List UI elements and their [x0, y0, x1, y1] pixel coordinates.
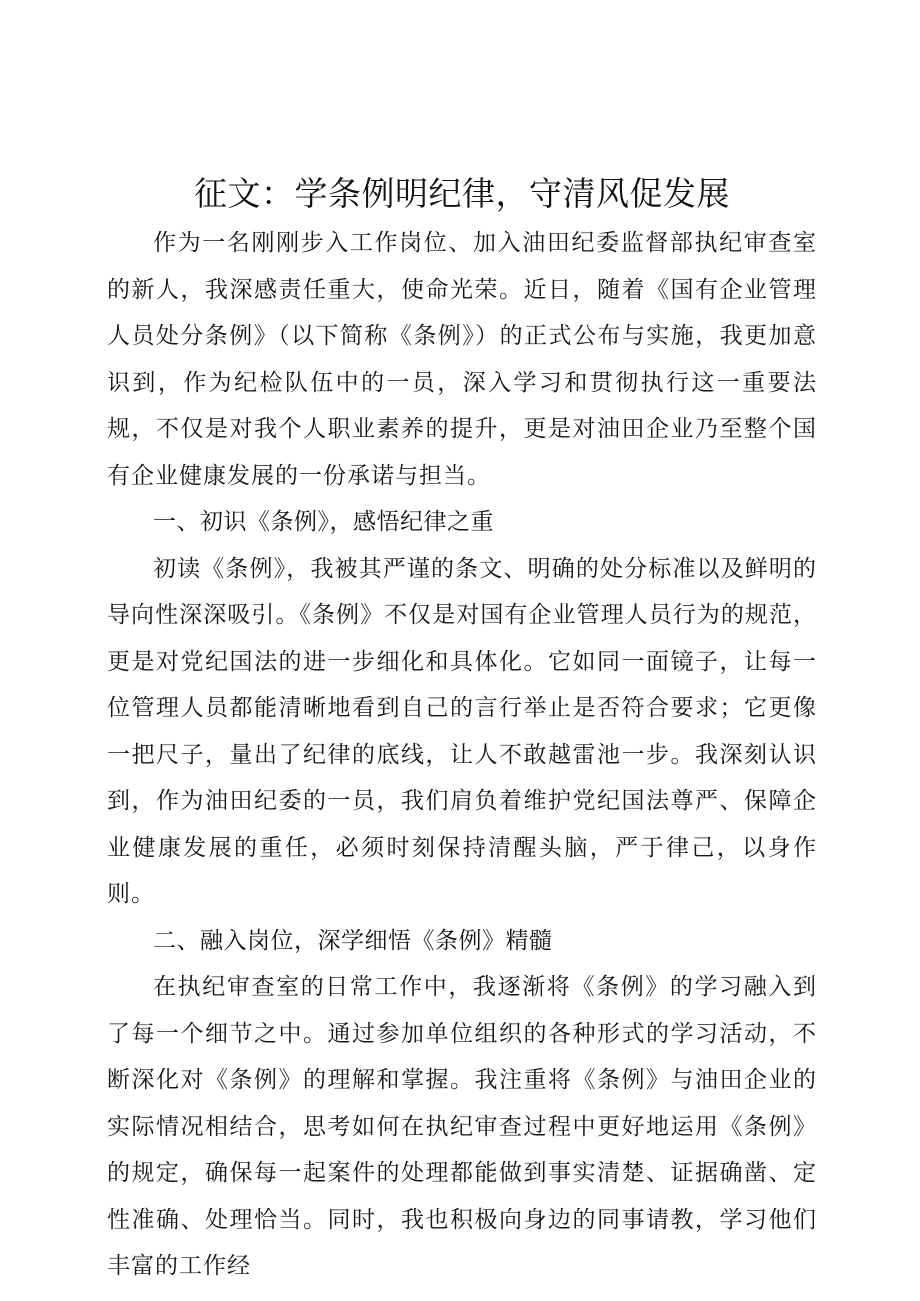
section-paragraph-2: 在执纪审查室的日常工作中，我逐渐将《条例》的学习融入到了每一个细节之中。通过参加单位组织的各种形式的学习活动，不断深化对《条例》的理解和掌握。我注重将《条例》与油田企业的实际情况相结合，思考如何在执纪审查过程中更好地运用《条例》的规定，确保每一起案件的处理都能做到事实清楚、证据确凿、定性准确、处理恰当。同时，我也积极向身边的同事请教，学习他们丰富的工作经 — [107, 974, 817, 1279]
intro-paragraph: 作为一名刚刚步入工作岗位、加入油田纪委监督部执纪审查室的新人，我深感责任重大，使命光荣。近日，随着《国有企业管理人员处分条例》（以下简称《条例》）的正式公布与实施，我更加意识到，作为纪检队伍中的一员，深入学习和贯彻执行这一重要法规，不仅是对我个人职业素养的提升，更是对油田企业乃至整个国有企业健康发展的一份承诺与担当。 — [107, 230, 817, 489]
section-heading-2: 二、融入岗位，深学细悟《条例》精髓 — [153, 927, 553, 954]
section-heading-1: 一、初识《条例》，感悟纪律之重 — [153, 509, 494, 535]
section-paragraph-1: 初读《条例》，我被其严谨的条文、明确的处分标准以及鲜明的导向性深深吸引。《条例》不仅是对国有企业管理人员行为的规范，更是对党纪国法的进一步细化和具体化。它如同一面镜子，让每一位管理人员都能清晰地看到自己的言行举止是否符合要求；它更像一把尺子，量出了纪律的底线，让人不敢越雷池一步。我深刻认识到，作为油田纪委的一员，我们肩负着维护党纪国法尊严、保障企业健康发展的重任，必须时刻保持清醒头脑，严于律己，以身作则。 — [107, 555, 817, 907]
document-body — [107, 168, 817, 1290]
document-title: 征文：学条例明纪律，守清风促发展 — [194, 174, 730, 213]
